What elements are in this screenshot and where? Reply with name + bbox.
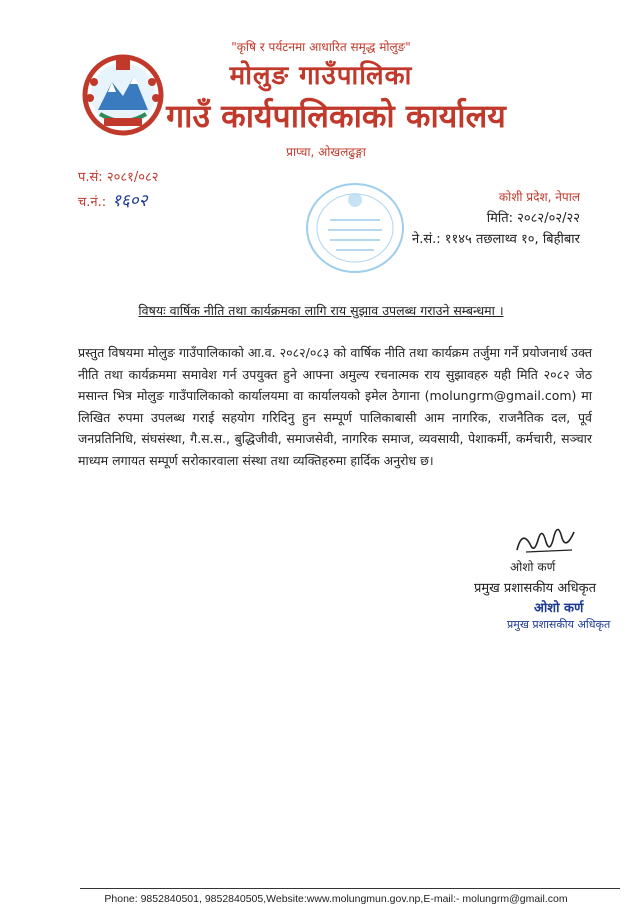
- handwritten-signature: [512, 520, 582, 560]
- letter-ps-number: प.सं: २०८१/०८२: [78, 170, 159, 185]
- letter-body: प्रस्तुत विषयमा मोलुङ गाउँपालिकाको आ.व. २०८२/०८३ को वार्षिक नीति तथा कार्यक्रम तर्जुमा गर्ने प्रयोजनार्थ उक्त नीति तथा कार्यक्रममा समावेश गर्न उपयुक्त हुने आफ्ना अमुल्य रचनात्मक राय सुझावहरु यही मिति २०८२ जेठ मसान्त भित्र मोलुङ गाउँपालिकाको कार्यालयमा वा कार्यालयको इमेल ठेगाना (molungrm@gmail.com) मा लिखित रुपमा उपलब्ध गराई सहयोग गरिदिनु हुन सम्पूर्ण पालिकाबासी आम नागरिक, राजनैतिक दल, पूर्व जनप्रतिनिधि, संघसंस्था, गै.स.स., बुद्धिजीवी, समाजसेवी, नागरिक समाज, व्यवसायी, पेशाकर्मी, कर्मचारी, सञ्चार माध्यम लगायत सम्पूर्ण सरोकारवाला संस्था तथा व्यक्तिहरुमा हार्दिक अनुरोध छ।: [78, 345, 592, 468]
- letter-date: मिति: २०८२/०२/२२: [486, 211, 580, 226]
- office-name: गाउँ कार्यपालिकाको कार्यालय: [166, 97, 506, 135]
- office-stamp: [300, 178, 410, 278]
- footer-divider: [80, 888, 620, 889]
- office-address: प्राप्चा, ओखलढुङ्गा: [286, 145, 366, 159]
- subject-text: विषयः वार्षिक नीति तथा कार्यक्रमका लागि राय सुझाव उपलब्ध गराउने सम्बन्धमा ।: [138, 303, 504, 318]
- municipality-name: मोलुङ गाउँपालिका: [229, 61, 413, 91]
- cn-label: च.नं.:: [78, 195, 107, 210]
- letter-subject: [0, 302, 642, 319]
- signatory-title: प्रमुख प्रशासकीय अधिकृत: [474, 581, 597, 596]
- municipality-slogan: "कृषि र पर्यटनमा आधारित समृद्ध मोलुङ": [231, 40, 411, 54]
- signatory-name: ओशो कर्ण: [510, 560, 556, 574]
- province-label: कोशी प्रदेश, नेपाल: [498, 190, 580, 204]
- nepal-sambat-date: ने.सं.: ११४५ तछलाथ्व १०, बिहीबार: [412, 232, 580, 247]
- cn-value: १६०२: [112, 191, 148, 211]
- stamp-signatory-name: ओशो कर्ण: [534, 601, 584, 616]
- stamp-signatory-title: प्रमुख प्रशासकीय अधिकृत: [507, 618, 611, 631]
- letter-cn-number: [78, 188, 148, 211]
- footer-contact: Phone: 9852840501, 9852840505,Website:www.molungmun.gov.np,E-mail:- molungrm@gmail.com: [104, 893, 568, 905]
